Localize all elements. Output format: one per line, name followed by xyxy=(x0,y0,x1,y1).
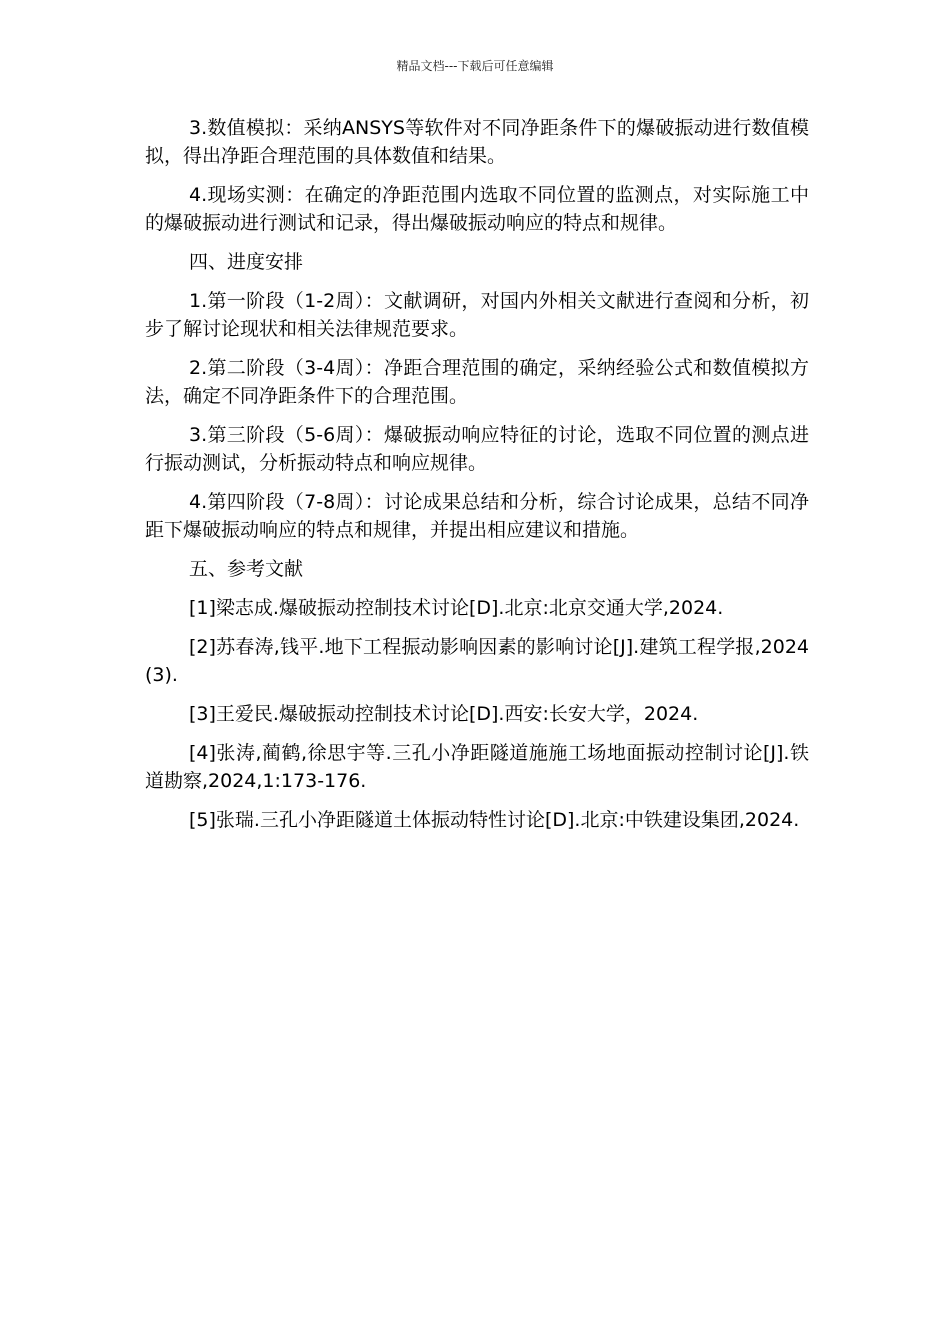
paragraph-field-measurement: 4.现场实测：在确定的净距范围内选取不同位置的监测点，对实际施工中的爆破振动进行测试和记录，得出爆破振动响应的特点和规律。 xyxy=(145,184,809,234)
reference-item-1: [1]梁志成.爆破振动控制技术讨论[D].北京:北京交通大学,2024. xyxy=(189,597,724,619)
reference-item-5: [5]张瑞.三孔小净距隧道土体振动特性讨论[D].北京:中铁建设集团,2024. xyxy=(189,809,800,831)
paragraph-numerical-simulation: 3.数值模拟：采纳ANSYS等软件对不同净距条件下的爆破振动进行数值模拟，得出净距合理范围的具体数值和结果。 xyxy=(145,117,809,167)
reference-item-2: [2]苏春涛,钱平.地下工程振动影响因素的影响讨论[J].建筑工程学报,2024(3). xyxy=(145,636,809,686)
section-heading-schedule: 四、进度安排 xyxy=(189,251,304,273)
paragraph-stage-3: 3.第三阶段（5-6周）：爆破振动响应特征的讨论，选取不同位置的测点进行振动测试，分析振动特点和响应规律。 xyxy=(145,424,809,474)
reference-item-3: [3]王爱民.爆破振动控制技术讨论[D].西安:长安大学，2024. xyxy=(189,703,699,725)
section-heading-references: 五、参考文献 xyxy=(189,558,304,580)
paragraph-stage-4: 4.第四阶段（7-8周）：讨论成果总结和分析，综合讨论成果，总结不同净距下爆破振动响应的特点和规律，并提出相应建议和措施。 xyxy=(145,491,809,541)
paragraph-stage-1: 1.第一阶段（1-2周）：文献调研，对国内外相关文献进行查阅和分析，初步了解讨论现状和相关法律规范要求。 xyxy=(145,290,809,340)
paragraph-stage-2: 2.第二阶段（3-4周）：净距合理范围的确定，采纳经验公式和数值模拟方法，确定不同净距条件下的合理范围。 xyxy=(145,357,809,407)
page-header: 精品文档---下载后可任意编辑 xyxy=(396,59,554,73)
reference-item-4: [4]张涛,蔺鹤,徐思宇等.三孔小净距隧道施施工场地面振动控制讨论[J].铁道勘察,2024,1:173-176. xyxy=(145,742,809,792)
document-body xyxy=(145,114,809,845)
